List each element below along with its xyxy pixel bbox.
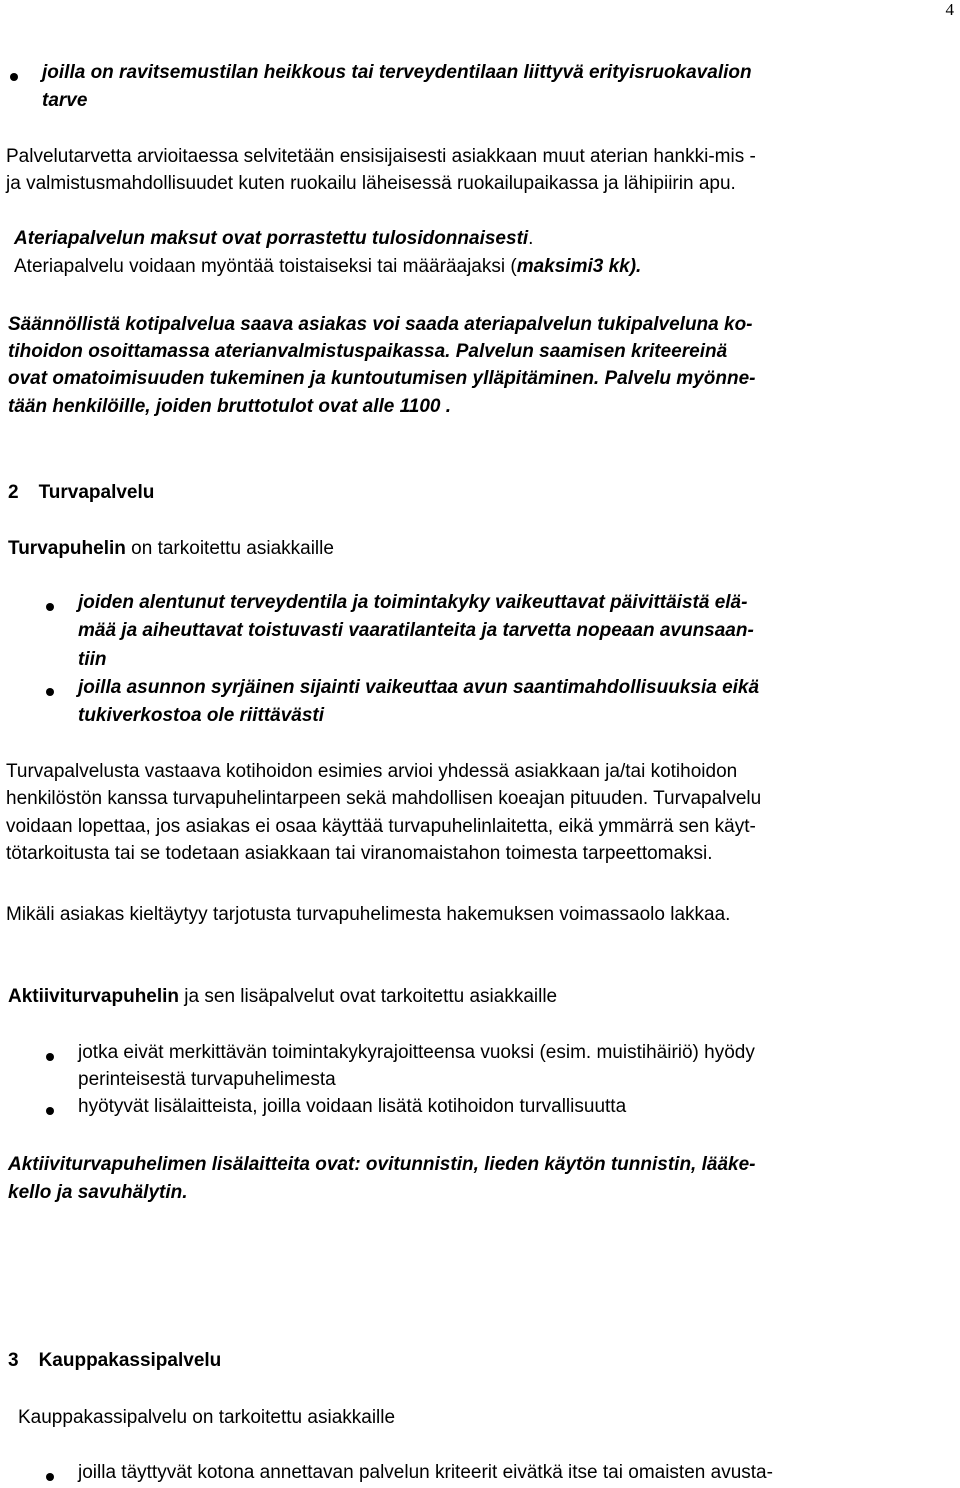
bullet-dot [10,73,18,81]
paragraph-line: ja valmistusmahdollisuudet kuten ruokailu läheisessä ruokailupaikassa ja lähipiirin apu. [6,173,736,194]
intro-bold: Turvapuhelin [8,538,126,559]
bullet-text: joilla asunnon syrjäinen sijainti vaikeuttaa avun saantimahdollisuuksia eikä [78,677,760,698]
paragraph-line: henkilöstön kanssa turvapuhelintarpeen sekä mahdollisen koeajan pituuden. Turvapalvelu [6,788,762,809]
fees-line-2 [14,256,641,278]
section-heading [8,482,154,504]
active-intro-rest: ja sen lisäpalvelut ovat tarkoitettu asiakkaille [179,986,558,1007]
fees-plain: Ateriapalvelu voidaan myöntää toistaiseksi tai määräajaksi ( [14,256,517,277]
bullet-text: joilla on ravitsemustilan heikkous tai terveydentilaan liittyvä erityisruokavalion [42,62,752,83]
refusal-paragraph: Mikäli asiakas kieltäytyy tarjotusta turvapuhelimesta hakemuksen voimassaolo lakkaa. [6,904,731,925]
bullet-text: tarve [42,90,88,111]
bullet-text: hyötyvät lisälaitteista, joilla voidaan lisätä kotihoidon turvallisuutta [78,1096,627,1117]
bullet-text: joilla täyttyvät kotona annettavan palvelun kriteerit eivätkä itse tai omaisten avusta- [78,1462,773,1483]
bullet-text: jotka eivät merkittävän toimintakykyrajoitteensa vuoksi (esim. muistihäiriö) hyödy [78,1042,755,1063]
section-number: 2 [8,482,19,503]
active-intro-bold: Aktiiviturvapuhelin [8,986,180,1007]
fees-bold: Ateriapalvelun maksut ovat porrastettu tulosidonnaisesti [14,228,529,249]
paragraph-line: tötarkoitusta tai se todetaan asiakkaan tai viranomaistahon toimesta tarpeettomaksi. [6,843,713,864]
bullet-text: joiden alentunut terveydentila ja toimintakyky vaikeuttavat päivittäistä elä- [78,592,748,613]
intro-rest: on tarkoitettu asiakkaille [125,538,334,559]
paragraph-line: Turvapalvelusta vastaava kotihoidon esimies arvioi yhdessä asiakkaan ja/tai kotihoidon [6,761,738,782]
bullet-dot [46,1053,54,1061]
turvapuhelin-intro [8,538,334,560]
home-care-line: Säännöllistä kotipalvelua saava asiakas voi saada ateriapalvelun tukipalveluna ko- [8,314,753,335]
section-number: 3 [8,1350,19,1371]
bullet-dot [46,1473,54,1481]
home-care-line: tihoidon osoittamassa aterianvalmistuspaikassa. Palvelun saamisen kriteereinä [8,341,728,362]
fees-max: maksimi3 kk). [516,256,642,277]
fees-line [14,228,533,250]
section-title: Turvapalvelu [38,482,155,503]
paragraph-line: voidaan lopettaa, jos asiakas ei osaa käyttää turvapuhelinlaitetta, eikä ymmärrä sen käyt- [6,816,756,837]
home-care-line: ovat omatoimisuuden tukeminen ja kuntoutumisen ylläpitäminen. Palvelu myönne- [8,368,756,389]
addons-line: Aktiiviturvapuhelimen lisälaitteita ovat: ovitunnistin, lieden käytön tunnistin, lääke- [8,1154,756,1175]
page-number: 4 [945,0,954,19]
bullet-text: mää ja aiheuttavat toistuvasti vaaratilanteita ja tarvetta nopeaan avunsaan- [78,620,754,641]
bullet-text: tukiverkostoa ole riittävästi [78,705,325,726]
bullet-text: perinteisestä turvapuhelimesta [78,1069,336,1090]
section-heading [8,1350,221,1372]
fees-period: . [528,228,534,249]
bullet-dot [46,1107,54,1115]
bullet-dot [46,688,54,696]
paragraph-line: Palvelutarvetta arvioitaessa selvitetään ensisijaisesti asiakkaan muut aterian hankki-mis - [6,146,756,167]
home-care-line: tään henkilöille, joiden bruttotulot ovat alle 1100 . [8,396,452,417]
section-title: Kauppakassipalvelu [38,1350,222,1371]
bullet-dot [46,603,54,611]
kauppakassi-intro: Kauppakassipalvelu on tarkoitettu asiakkaille [18,1407,396,1428]
bullet-text: tiin [78,649,107,670]
active-intro [8,986,557,1008]
addons-line: kello ja savuhälytin. [8,1182,188,1203]
